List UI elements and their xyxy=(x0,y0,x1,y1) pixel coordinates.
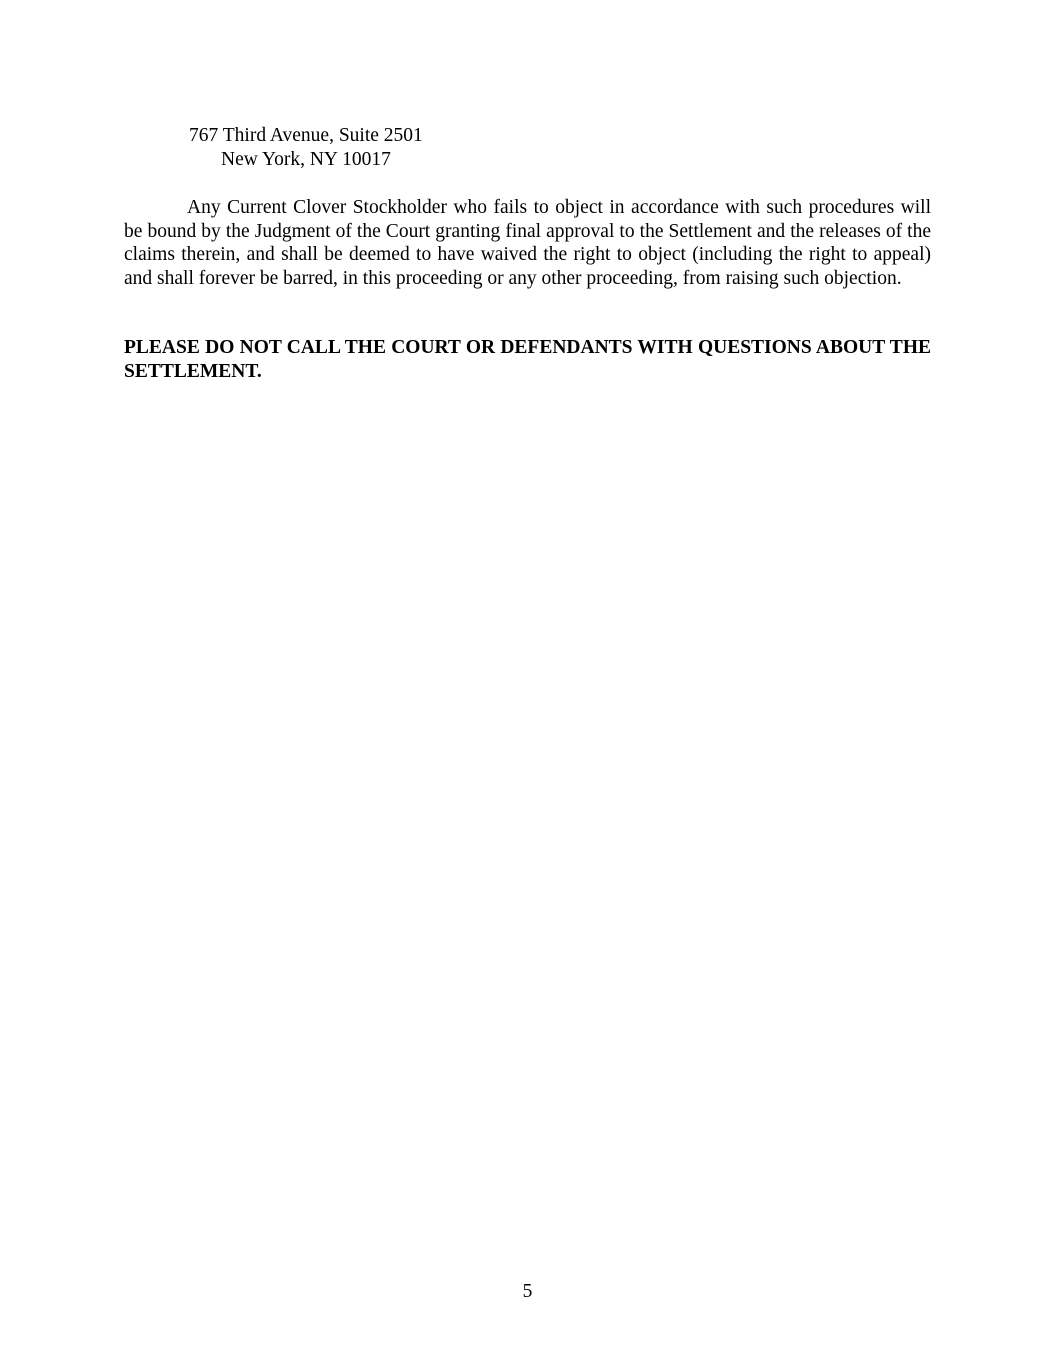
bold-notice: PLEASE DO NOT CALL THE COURT OR DEFENDANTS WITH QUESTIONS ABOUT THE SETTLEMENT. xyxy=(124,337,931,382)
objection-paragraph: Any Current Clover Stockholder who fails to object in accordance with such procedures will be bound by the Judgment of the Court granting final approval to the Settlement and the releases of the claims therein, and shall be deemed to have waived the right to object (including the right to appeal) and shall forever be barred, in this proceeding or any other proceeding, from raising such objection. xyxy=(124,197,931,290)
address-city: New York, NY 10017 xyxy=(221,149,391,170)
page-number: 5 xyxy=(522,1281,533,1302)
address-street: 767 Third Avenue, Suite 2501 xyxy=(189,125,423,146)
